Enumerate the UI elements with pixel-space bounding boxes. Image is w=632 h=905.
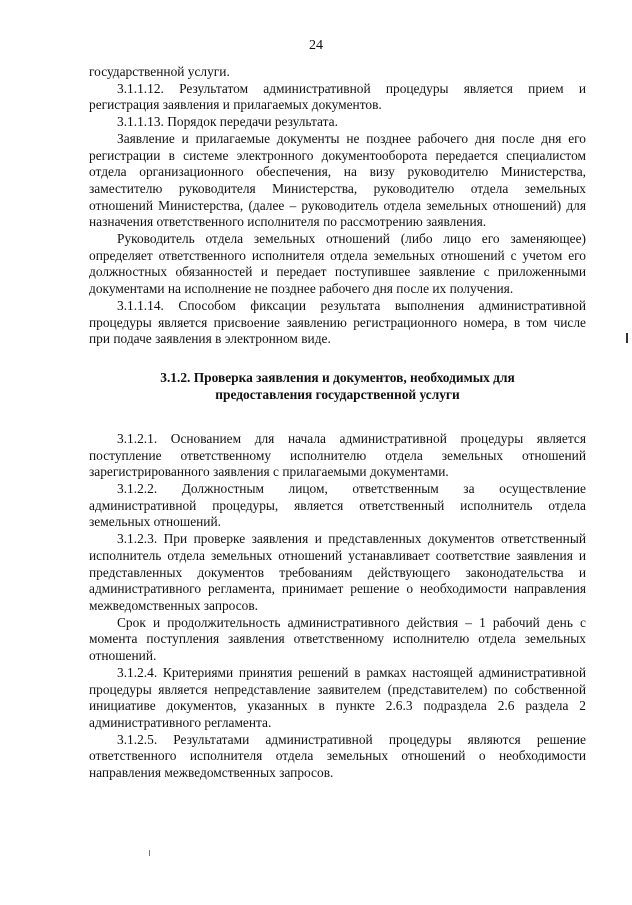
paragraph: Руководитель отдела земельных отношений (либо лицо его заменяющее) определяет ответственного исполнителя отдела земельных отношений с учетом его должностных обязанностей и передает поступившее заявление с приложенными документами на исполнение не позднее рабочего дня после их получения. xyxy=(89,231,586,297)
paragraph: 3.1.2.3. При проверке заявления и представленных документов ответственный исполнитель отдела земельных отношений устанавливает соответствие заявления и представленных документов требованиям действующего законодательства и административного регламента, принимает решение о необходимости направления межведомственных запросов. xyxy=(89,531,586,613)
paragraph: государственной услуги. xyxy=(89,64,230,79)
paragraph: 3.1.1.14. Способом фиксации результата выполнения административной процедуры является присвоение заявлению регистрационного номера, в том числе при подаче заявления в электронном виде. xyxy=(89,297,586,347)
paragraph: 3.1.1.13. Порядок передачи результата. xyxy=(117,114,338,130)
page-number: 24 xyxy=(309,38,323,53)
document-body xyxy=(89,64,586,782)
section-heading-line-1: 3.1.2. Проверка заявления и документов, необходимых для xyxy=(160,369,515,385)
paragraph: 3.1.2.1. Основанием для начала административной процедуры является поступление ответственному исполнителю отдела земельных отношений зарегистрированного заявления с прилагаемыми документами. xyxy=(89,430,586,480)
paragraph: Заявление и прилагаемые документы не позднее рабочего дня после дня его регистрации в системе электронного документооборота передается специалистом отдела организационного обеспечения, на визу руководителю Министерства, заместителю руководителя Министерства, руководителю отдела земельных отношений Министерства, (далее – руководитель отдела земельных отношений) для назначения ответственного исполнителя по рассмотрению заявления. xyxy=(89,130,586,230)
paragraph: 3.1.2.2. Должностным лицом, ответственным за осуществление административной процедуры, является ответственный исполнитель отдела земельных отношений. xyxy=(89,481,586,530)
section-heading xyxy=(89,369,586,403)
paragraph: 3.1.2.4. Критериями принятия решений в рамках настоящей административной процедуры является непредставление заявителем (представителем) по собственной инициативе документов, указанных в пункте 2.6.3 подраздела 2.6 раздела 2 административного регламента. xyxy=(89,664,586,730)
paragraph: 3.1.2.5. Результатами административной процедуры являются решение ответственного исполнителя отдела земельных отношений о необходимости направления межведомственных запросов. xyxy=(89,731,586,781)
section-heading-line-2: предоставления государственной услуги xyxy=(215,386,460,402)
paragraph: Срок и продолжительность административного действия – 1 рабочий день с момента поступления заявления ответственному исполнителю отдела земельных отношений. xyxy=(89,614,586,664)
scan-mark xyxy=(149,850,150,856)
paragraph: 3.1.1.12. Результатом административной процедуры является прием и регистрация заявления и прилагаемых документов. xyxy=(89,80,586,113)
scan-mark xyxy=(626,333,628,343)
